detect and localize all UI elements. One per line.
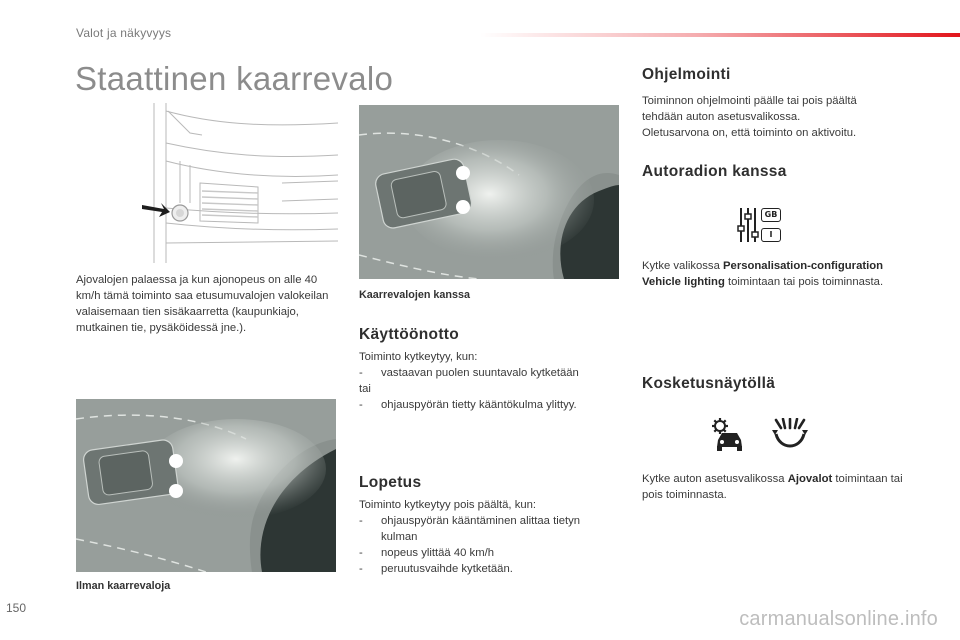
language-badge-i: I bbox=[761, 228, 781, 242]
bumper-fog-light-illustration bbox=[140, 103, 338, 265]
programming-default-text: Oletusarvona on, että toiminto on aktivoitu. bbox=[642, 127, 857, 139]
stop-item: - nopeus ylittää 40 km/h bbox=[359, 545, 609, 561]
language-badge-gb: GB bbox=[761, 208, 781, 222]
activation-or: tai bbox=[359, 383, 371, 395]
stop-item: - peruutusvaihde kytketään. bbox=[359, 561, 609, 577]
cornering-light-icon bbox=[770, 418, 810, 452]
programming-paragraph bbox=[642, 93, 892, 141]
touch-heading: Kosketusnäytöllä bbox=[642, 375, 776, 392]
vehicle-settings-icon bbox=[712, 418, 746, 452]
touch-menu-path: Ajovalot bbox=[787, 473, 833, 485]
photo-with-cornering-light bbox=[359, 105, 619, 279]
activation-block bbox=[359, 349, 609, 413]
stop-heading: Lopetus bbox=[359, 474, 422, 491]
radio-text-pre: Kytke valikossa bbox=[642, 260, 720, 272]
header-accent-rule bbox=[480, 33, 960, 37]
photo-without-cornering-light bbox=[76, 399, 336, 572]
section-label: Valot ja näkyvyys bbox=[76, 26, 172, 40]
intro-paragraph: Ajovalojen palaessa ja kun ajonopeus on alle 40 km/h tämä toiminto saa etusumuvalojen valokeilan valaisemaan tien sisäkaarretta (kaupunkiajo, mutkainen tie, pysäköidessä jne.). bbox=[76, 274, 329, 334]
programming-text: Toiminnon ohjelmointi päälle tai pois päältä tehdään auton asetusvalikossa. bbox=[642, 95, 857, 123]
caption-with-cornering-light: Kaarrevalojen kanssa bbox=[359, 289, 471, 301]
touch-text-pre: Kytke auton asetusvalikossa bbox=[642, 473, 785, 485]
caption-without-cornering-light: Ilman kaarrevaloja bbox=[76, 580, 171, 592]
touch-paragraph bbox=[642, 471, 907, 503]
radio-menu-path: Personalisation-configuration Vehicle lighting bbox=[642, 260, 884, 288]
radio-paragraph bbox=[642, 258, 907, 290]
stop-item: - ohjauspyörän kääntäminen alittaa tietyn kulman bbox=[359, 513, 609, 545]
programming-heading: Ohjelmointi bbox=[642, 66, 731, 83]
touch-text-post: toimintaan tai pois toiminnasta. bbox=[642, 473, 903, 501]
stop-block bbox=[359, 497, 609, 577]
watermark: carmanualsonline.info bbox=[739, 608, 938, 630]
radio-heading: Autoradion kanssa bbox=[642, 163, 787, 180]
radio-text-post: toimintaan tai pois toiminnasta. bbox=[728, 276, 884, 288]
activation-item: - ohjauspyörän tietty kääntökulma ylittyy. bbox=[359, 397, 609, 413]
activation-item: - vastaavan puolen suuntavalo kytketään bbox=[359, 365, 609, 381]
activation-lead: Toiminto kytkeytyy, kun: bbox=[359, 351, 478, 363]
stop-lead: Toiminto kytkeytyy pois päältä, kun: bbox=[359, 499, 537, 511]
page-number: 150 bbox=[6, 601, 27, 615]
page-title: Staattinen kaarrevalo bbox=[75, 60, 394, 97]
activation-heading: Käyttöönotto bbox=[359, 326, 460, 343]
settings-menu-icon bbox=[737, 206, 781, 244]
